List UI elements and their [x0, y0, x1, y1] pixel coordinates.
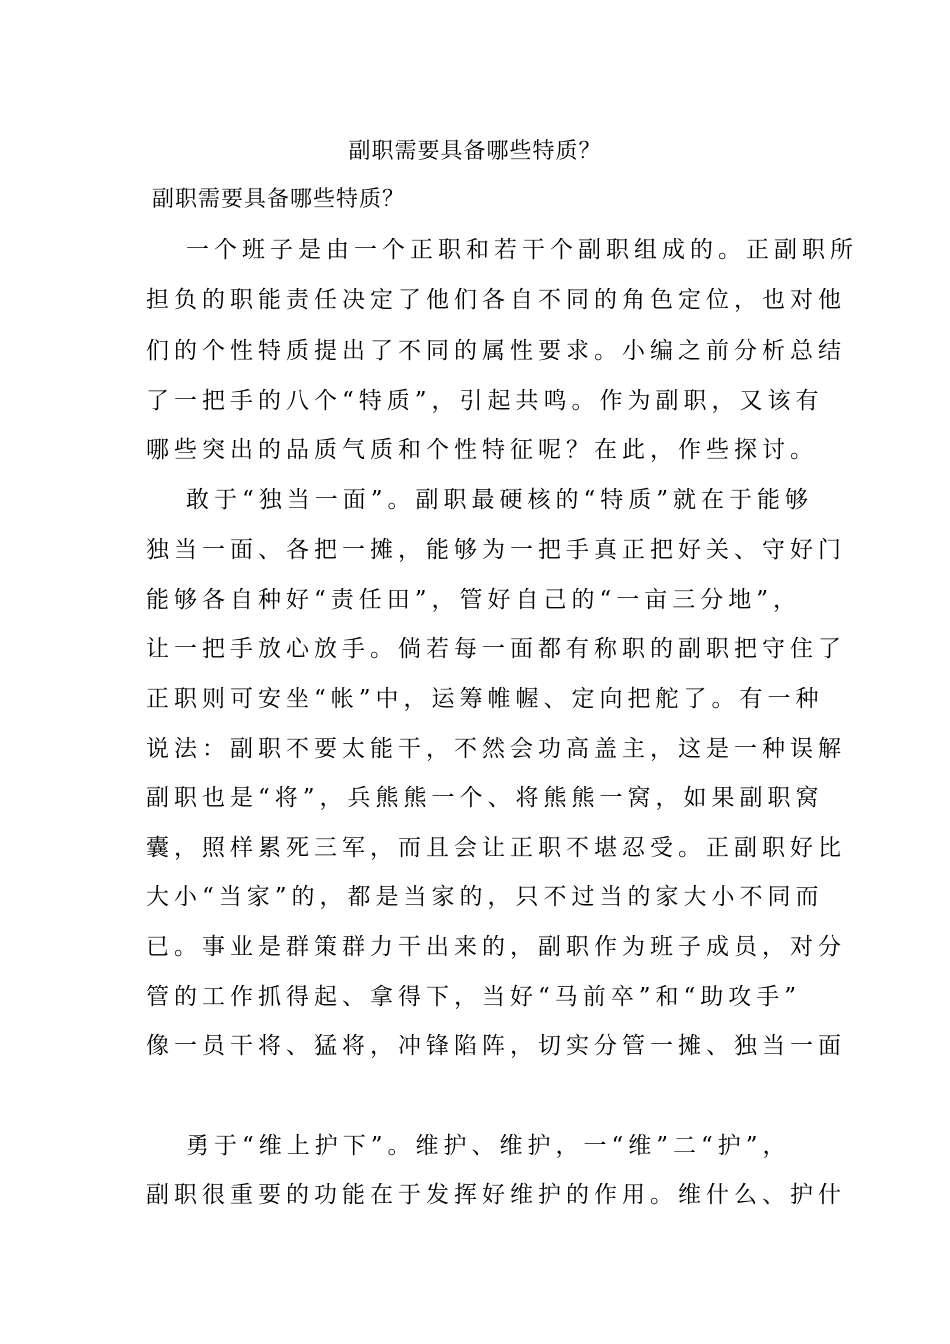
paragraph-line: 独当一面、各把一摊，能够为一把手真正把好关、守好门 [146, 537, 846, 563]
paragraph-line: 说法：副职不要太能干，不然会功高盖主，这是一种误解 [146, 736, 846, 762]
paragraph-line: 像一员干将、猛将，冲锋陷阵，切实分管一摊、独当一面 [146, 1033, 846, 1059]
paragraph-line: 正职则可安坐“帐”中，运筹帷幄、定向把舵了。有一种 [146, 686, 824, 712]
paragraph-line: 们的个性特质提出了不同的属性要求。小编之前分析总结 [146, 338, 846, 364]
paragraph-line: 让一把手放心放手。倘若每一面都有称职的副职把守住了 [146, 636, 846, 662]
document-subtitle: 副职需要具备哪些特质？ [152, 187, 406, 212]
paragraph-line: 哪些突出的品质气质和个性特征呢？在此，作些探讨。 [146, 437, 818, 463]
paragraph-line: 已。事业是群策群力干出来的，副职作为班子成员，对分 [146, 934, 846, 960]
paragraph-line: 担负的职能责任决定了他们各自不同的角色定位，也对他 [146, 287, 846, 313]
paragraph-line: 管的工作抓得起、拿得下，当好“马前卒”和“助攻手” [146, 984, 802, 1010]
paragraph-line: 一个班子是由一个正职和若干个副职组成的。正副职所 [186, 237, 858, 263]
paragraph-line: 敢于“独当一面”。副职最硬核的“特质”就在于能够 [186, 487, 814, 513]
paragraph-line: 囊，照样累死三军，而且会让正职不堪忍受。正副职好比 [146, 835, 846, 861]
paragraph-line: 了一把手的八个“特质”，引起共鸣。作为副职，又该有 [146, 388, 824, 414]
paragraph-line: 能够各自种好“责任田”，管好自己的“一亩三分地”， [146, 587, 802, 613]
paragraph-line: 勇于“维上护下”。维护、维护，一“维”二“护”， [186, 1133, 791, 1159]
paragraph-line: 副职也是“将”，兵熊熊一个、将熊熊一窝，如果副职窝 [146, 785, 824, 811]
paragraph-line: 副职很重要的功能在于发挥好维护的作用。维什么、护什 [146, 1182, 846, 1208]
paragraph-line: 大小“当家”的，都是当家的，只不过当的家大小不同而 [146, 884, 824, 910]
document-title: 副职需要具备哪些特质？ [348, 139, 602, 164]
